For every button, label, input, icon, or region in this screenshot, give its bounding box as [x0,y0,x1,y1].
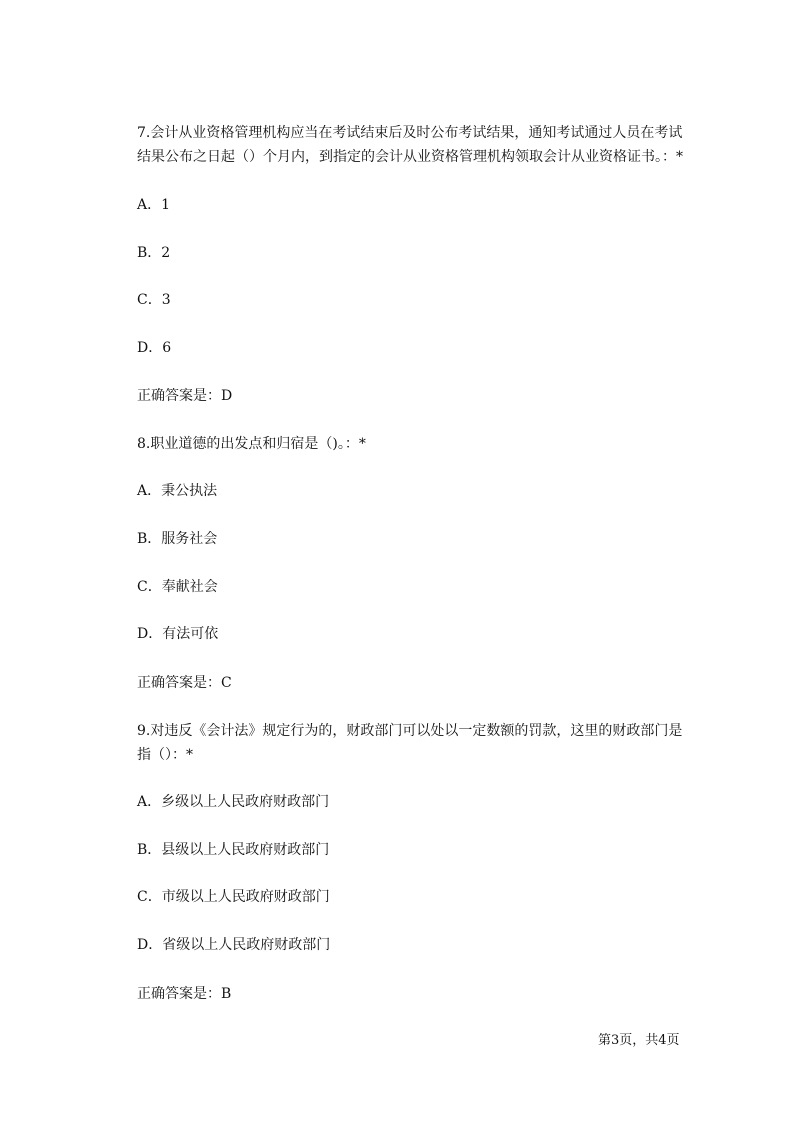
question-7-option-c: C．3 [137,292,171,308]
question-9-option-a: A．乡级以上人民政府财政部门 [137,794,330,810]
page-number-footer: 第3页，共4页 [598,1033,680,1048]
question-7-option-d: D．6 [137,340,172,356]
question-9-answer: 正确答案是：B [137,986,232,1002]
question-9-option-b: B．县级以上人民政府财政部门 [137,842,330,858]
question-8-option-b: B．服务社会 [137,531,218,547]
question-8-option-d: D．有法可依 [137,626,219,642]
question-8-option-c: C．奉献社会 [137,579,218,595]
question-9-option-d: D．省级以上人民政府财政部门 [137,937,331,953]
question-7-option-a: A．1 [137,197,171,213]
question-8: 8.职业道德的出发点和归宿是（)。：* [137,436,366,452]
question-7: 7.会计从业资格管理机构应当在考试结束后及时公布考试结果，通知考试通过人员在考试结果公布之日起（）个月内，到指定的会计从业资格管理机构领取会计从业资格证书。：* [137,125,683,165]
question-9: 9.对违反《会计法》规定行为的，财政部门可以处以一定数额的罚款，这里的财政部门是指（）：* [137,723,683,763]
question-7-option-b: B．2 [137,245,171,261]
question-8-option-a: A．秉公执法 [137,483,218,499]
question-9-option-c: C．市级以上人民政府财政部门 [137,889,330,905]
question-8-answer: 正确答案是：C [137,675,232,691]
question-7-answer: 正确答案是：D [137,388,233,404]
